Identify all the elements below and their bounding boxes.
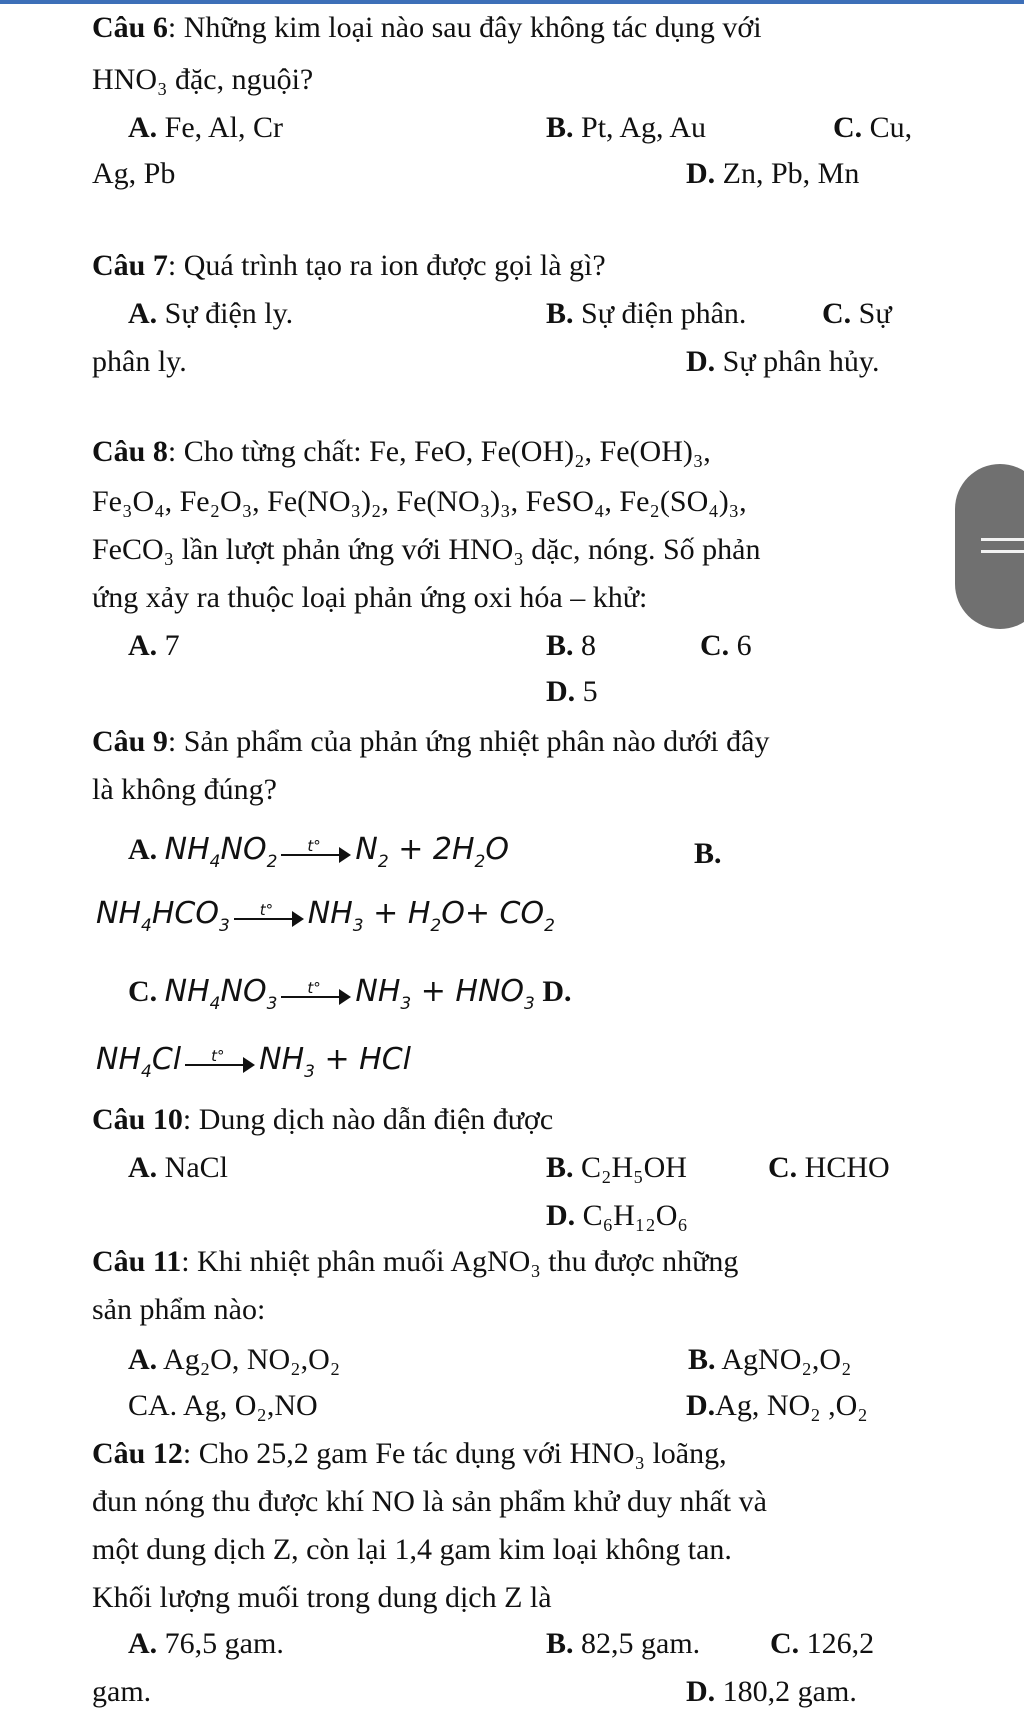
q12-stem-text1: : Cho 25,2 gam Fe tác dụng với HNO₃ loãng, — [182, 1437, 727, 1470]
q6-stem-text1: : Những kim loại nào sau đây không tác dụng với — [167, 11, 762, 44]
q10-option-c-text: HCHO — [804, 1151, 890, 1184]
q12-option-c-text1: 126,2 — [806, 1627, 875, 1660]
q8-stem-line3: FeCO₃ lần lượt phản ứng với HNO₃ dặc, nóng. Số phản — [92, 533, 761, 566]
q8-stem-line1 — [92, 432, 711, 472]
q8-option-b-text: 8 — [581, 629, 597, 662]
q11-stem-line2: sản phẩm nào: — [92, 1293, 266, 1326]
q7-option-b-letter: B. — [546, 297, 574, 330]
q9-equation-d: $NH_4Cl$ t° $NH_3$ + HCl — [96, 1040, 411, 1092]
q6-option-b — [546, 108, 706, 148]
q12-option-d-text: 180,2 gam. — [722, 1675, 857, 1708]
q8-stem-text1: : Cho từng chất: Fe, FeO, Fe(OH)₂, Fe(OH)₃, — [167, 435, 711, 468]
q7-option-c-cont: phân ly. — [92, 345, 187, 378]
q6-option-c — [833, 108, 912, 148]
scroll-drag-handle[interactable] — [955, 464, 1024, 629]
q11-option-d-text: Ag, NO₂ ,O₂ — [715, 1389, 868, 1422]
q9-option-d-letter: D. — [542, 975, 572, 1008]
q6-option-d-text: Zn, Pb, Mn — [722, 157, 860, 190]
q6-option-a-text: Fe, Al, Cr — [164, 111, 284, 144]
q8-option-d — [546, 672, 598, 712]
q9-equation-a: $NH_4NO_2$ t° $N_2 + 2H_2O$ — [165, 832, 509, 867]
q9-option-a — [128, 830, 509, 882]
reaction-arrow-icon — [281, 978, 351, 1008]
q8-stem-line2: Fe₃O₄, Fe₂O₃, Fe(NO₃)₂, Fe(NO₃)₃, FeSO₄, Fe₂(SO₄)₃, — [92, 485, 747, 518]
arrow-condition: t° — [259, 900, 274, 919]
q12-stem-line2: đun nóng thu được khí NO là sản phẩm khử duy nhất và — [92, 1485, 767, 1518]
q8-option-a — [128, 626, 180, 666]
arrow-condition: t° — [211, 1046, 225, 1065]
q6-option-c-letter: C. — [833, 111, 863, 144]
q11-option-d — [686, 1386, 868, 1426]
q10-option-d-letter: D. — [546, 1199, 576, 1232]
q6-option-d — [686, 154, 859, 194]
q7-option-c-letter: C. — [822, 297, 852, 330]
q7-stem-text: : Quá trình tạo ra ion được gọi là gì? — [167, 249, 606, 282]
q6-option-a-letter: A. — [128, 111, 158, 144]
q12-option-b-text: 82,5 gam. — [581, 1627, 701, 1660]
q8-option-c — [700, 626, 752, 666]
q6-option-c-text1: Cu, — [869, 111, 913, 144]
q6-option-c-cont: Ag, Pb — [92, 157, 176, 190]
q8-option-c-text: 6 — [736, 629, 752, 662]
q8-option-a-text: 7 — [164, 629, 180, 662]
q12-stem-line1 — [92, 1434, 727, 1474]
q7-stem — [92, 246, 606, 286]
top-border — [0, 0, 1024, 4]
q11-option-a-text: Ag₂O, NO₂,O₂ — [163, 1343, 341, 1376]
q12-option-a — [128, 1624, 284, 1664]
reaction-arrow-icon — [281, 836, 351, 866]
q11-stem-line1 — [92, 1242, 738, 1282]
cut-off-next-line — [90, 1712, 930, 1726]
q9-label: Câu 9 — [92, 725, 168, 758]
q9-equation-b: $NH_4HCO_3$ t° $NH_3 + H_2O+ CO_2$ — [96, 894, 555, 946]
q10-stem-text: : Dung dịch nào dẫn điện được — [182, 1103, 554, 1136]
q12-option-c-cont: gam. — [92, 1675, 152, 1708]
q9-option-c — [128, 972, 572, 1024]
q11-option-b-text: AgNO₂,O₂ — [721, 1343, 852, 1376]
q10-option-c — [768, 1148, 890, 1188]
q7-option-d — [686, 342, 879, 382]
reaction-arrow-icon — [234, 900, 304, 930]
q9-stem-line1 — [92, 722, 769, 762]
q10-stem — [92, 1100, 553, 1140]
q6-option-b-letter: B. — [546, 111, 574, 144]
q10-option-a — [128, 1148, 228, 1188]
q7-option-c — [822, 294, 892, 334]
q9-equation-c: $NH_4NO_3$ t° $NH_3 + HNO_3$ — [165, 974, 535, 1009]
q7-option-d-text: Sự phân hủy. — [722, 345, 880, 378]
q6-option-d-letter: D. — [686, 157, 716, 190]
q10-option-b — [546, 1148, 687, 1188]
q12-stem-line4: Khối lượng muối trong dung dịch Z là — [92, 1581, 552, 1614]
q12-option-a-text: 76,5 gam. — [164, 1627, 284, 1660]
q10-option-b-text: C₂H₅OH — [581, 1151, 687, 1184]
q12-stem-line3: một dung dịch Z, còn lại 1,4 gam kim loại không tan. — [92, 1533, 732, 1566]
q11-option-c-letter: CA. — [128, 1389, 178, 1422]
q9-stem-text1: : Sản phẩm của phản ứng nhiệt phân nào dưới đây — [167, 725, 770, 758]
q6-option-b-text: Pt, Ag, Au — [581, 111, 707, 144]
q8-stem-line4: ứng xảy ra thuộc loại phản ứng oxi hóa – khử: — [92, 581, 648, 614]
q7-option-d-letter: D. — [686, 345, 716, 378]
q12-option-c-letter: C. — [770, 1627, 800, 1660]
q11-option-b-letter: B. — [688, 1343, 716, 1376]
q11-option-a-letter: A. — [128, 1343, 158, 1376]
q10-option-b-letter: B. — [546, 1151, 574, 1184]
arrow-condition: t° — [307, 978, 321, 997]
q10-option-a-text: NaCl — [164, 1151, 228, 1184]
q6-stem-line1 — [92, 8, 762, 48]
handle-grip-line-icon — [981, 550, 1024, 553]
q8-option-d-text: 5 — [582, 675, 598, 708]
q12-option-a-letter: A. — [128, 1627, 158, 1660]
q6-label: Câu 6 — [92, 11, 168, 44]
q7-option-a — [128, 294, 293, 334]
q12-option-c — [770, 1624, 874, 1664]
q6-stem-line2: HNO₃ đặc, nguội? — [92, 63, 314, 96]
q11-stem-text1: : Khi nhiệt phân muối AgNO₃ thu được những — [181, 1245, 739, 1278]
arrow-condition: t° — [307, 836, 321, 855]
q12-label: Câu 12 — [92, 1437, 183, 1470]
q9-option-a-letter: A. — [128, 833, 158, 866]
q9-option-b-letter-text: B. — [694, 837, 722, 870]
reaction-arrow-icon — [185, 1046, 255, 1076]
q12-option-d-letter: D. — [686, 1675, 716, 1708]
handle-grip-line-icon — [981, 538, 1024, 541]
q8-option-a-letter: A. — [128, 629, 158, 662]
q8-option-c-letter: C. — [700, 629, 730, 662]
q11-label: Câu 11 — [92, 1245, 182, 1278]
q7-option-a-text: Sự điện ly. — [164, 297, 294, 330]
q9-option-c-letter: C. — [128, 975, 158, 1008]
q11-option-c — [128, 1386, 318, 1426]
q7-option-b-text: Sự điện phân. — [581, 297, 747, 330]
q10-option-a-letter: A. — [128, 1151, 158, 1184]
q12-option-d — [686, 1672, 857, 1712]
q12-option-b — [546, 1624, 700, 1664]
q7-option-c-text1: Sự — [858, 297, 892, 330]
q7-option-b — [546, 294, 746, 334]
q8-option-b — [546, 626, 596, 666]
q11-option-a — [128, 1340, 340, 1380]
q10-label: Câu 10 — [92, 1103, 183, 1136]
q11-option-c-text: Ag, O₂,NO — [183, 1389, 318, 1422]
q10-option-c-letter: C. — [768, 1151, 798, 1184]
q8-option-d-letter: D. — [546, 675, 576, 708]
q6-option-a — [128, 108, 283, 148]
q9-stem-line2: là không đúng? — [92, 773, 277, 806]
q10-option-d — [546, 1196, 688, 1236]
q7-label: Câu 7 — [92, 249, 168, 282]
q11-option-b — [688, 1340, 851, 1380]
q11-option-d-letter: D. — [686, 1389, 716, 1422]
q8-label: Câu 8 — [92, 435, 168, 468]
q7-option-a-letter: A. — [128, 297, 158, 330]
q10-option-d-text: C₆H₁₂O₆ — [582, 1199, 688, 1232]
q9-option-b-letter — [694, 834, 722, 874]
q8-option-b-letter: B. — [546, 629, 574, 662]
q12-option-b-letter: B. — [546, 1627, 574, 1660]
